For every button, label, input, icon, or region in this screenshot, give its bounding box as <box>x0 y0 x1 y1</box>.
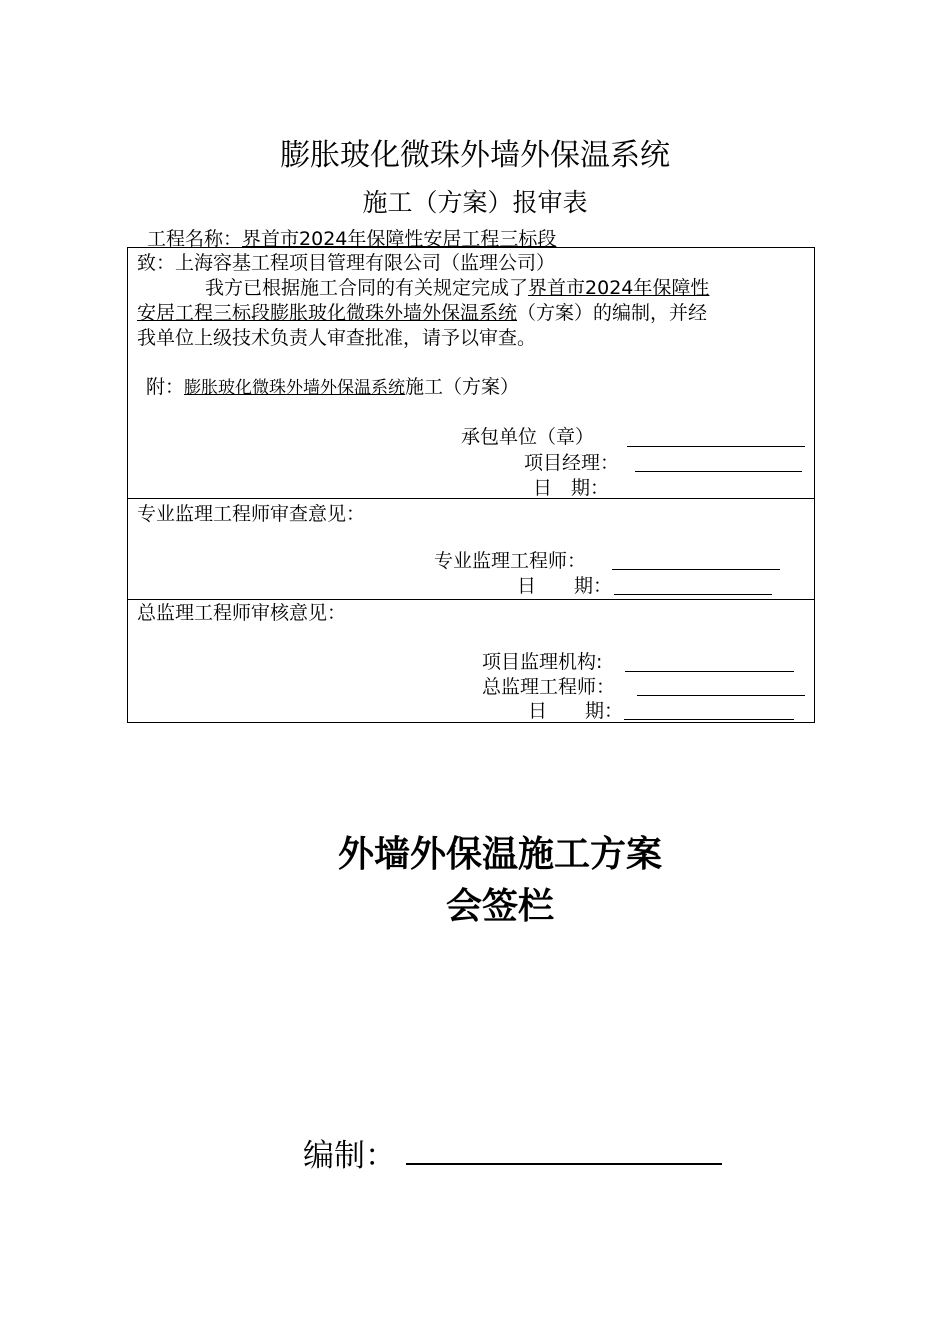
date-label-chief: 日 期： <box>528 700 624 722</box>
project-name: 界首市2024年保障性安居工程三标段 <box>242 228 557 250</box>
body-underlined-text: 界首市2024年保障性 <box>528 277 710 299</box>
supervision-org-label: 项目监理机构: <box>482 651 603 673</box>
specialist-engineer-signature-line <box>612 569 780 570</box>
specialist-review-title: 专业监理工程师审查意见： <box>137 503 366 525</box>
chief-engineer-section <box>128 600 814 722</box>
cover-title-line-2: 会签栏 <box>445 886 554 927</box>
body-text: （方案）的编制，并经 <box>517 302 708 324</box>
body-line-2 <box>137 301 707 325</box>
prepared-by-label: 编制： <box>303 1138 396 1174</box>
attachment-label: 附： <box>146 376 185 398</box>
contractor-section <box>128 248 814 499</box>
document-title: 膨胀玻化微珠外墙外保温系统 <box>280 138 670 173</box>
prepared-by-signature-line <box>406 1163 722 1165</box>
approval-form-table <box>127 247 815 723</box>
body-underlined-text: 安居工程三标段膨胀玻化微珠外墙外保温系统 <box>137 302 518 324</box>
body-line-1 <box>205 276 709 300</box>
attachment-line <box>146 375 519 400</box>
addressee-line: 致：上海容基工程项目管理有限公司（监理公司） <box>137 252 556 274</box>
chief-engineer-signature-line <box>637 695 805 696</box>
supervision-org-signature-line <box>625 671 794 672</box>
project-manager-signature-line <box>635 471 802 472</box>
contractor-signature-line <box>627 446 805 447</box>
specialist-engineer-section <box>128 499 814 600</box>
attachment-title: 膨胀玻化微珠外墙外保温系统 <box>184 378 406 398</box>
chief-engineer-label: 总监理工程师： <box>482 676 616 698</box>
body-text: 我方已根据施工合同的有关规定完成了 <box>205 277 529 299</box>
chief-date-line <box>624 719 794 720</box>
date-label-specialist: 日 期： <box>517 575 613 597</box>
attachment-suffix: 施工（方案） <box>405 376 520 398</box>
date-label-contractor: 日 期： <box>533 477 610 499</box>
project-label: 工程名称： <box>147 228 243 250</box>
specialist-date-line <box>614 594 772 595</box>
chief-review-title: 总监理工程师审核意见： <box>137 602 347 624</box>
project-manager-label: 项目经理： <box>524 452 620 474</box>
contractor-label: 承包单位（章） <box>461 426 595 448</box>
specialist-engineer-label: 专业监理工程师： <box>434 550 587 572</box>
cover-title-line-1: 外墙外保温施工方案 <box>337 834 662 875</box>
body-line-3: 我单位上级技术负责人审查批准，请予以审查。 <box>137 327 537 349</box>
document-subtitle: 施工（方案）报审表 <box>362 188 588 217</box>
